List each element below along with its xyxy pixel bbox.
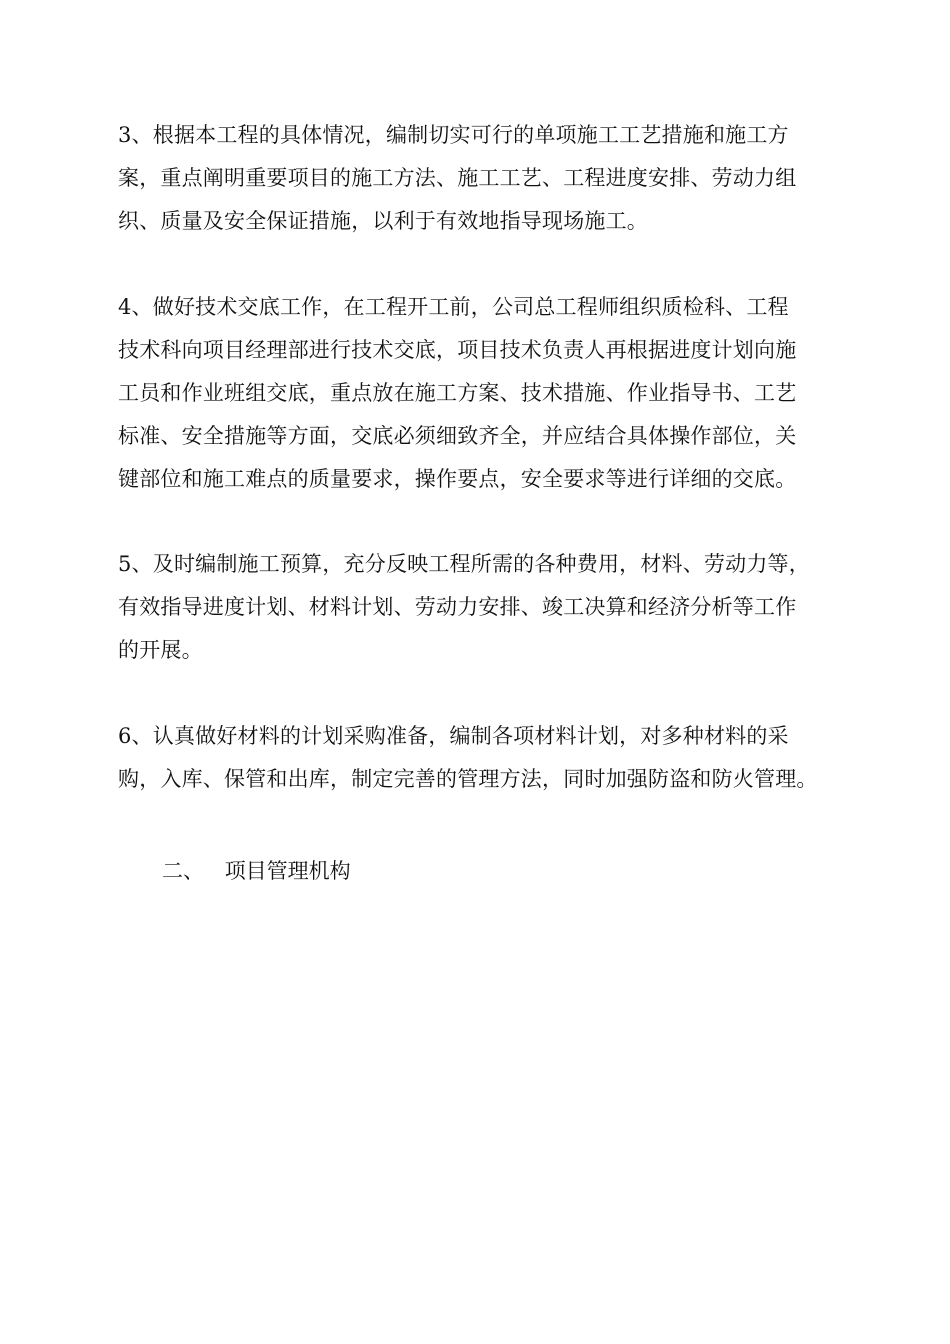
paragraph-line: 4、做好技术交底工作，在工程开工前，公司总工程师组织质检科、工程: [118, 295, 789, 319]
paragraph-5: [118, 543, 838, 672]
paragraph-line: 购，入库、保管和出库，制定完善的管理方法，同时加强防盗和防火管理。: [118, 767, 818, 791]
paragraph-line: 的开展。: [118, 638, 203, 662]
section-heading: [162, 850, 351, 893]
paragraph-4: [118, 286, 838, 501]
paragraph-line: 标准、安全措施等方面，交底必须细致齐全，并应结合具体操作部位，关: [118, 424, 797, 448]
paragraph-3: [118, 114, 838, 243]
paragraph-line: 5、及时编制施工预算，充分反映工程所需的各种费用，材料、劳动力等，: [118, 552, 810, 576]
paragraph-line: 技术科向项目经理部进行技术交底，项目技术负责人再根据进度计划向施: [118, 338, 797, 362]
paragraph-line: 3、根据本工程的具体情况，编制切实可行的单项施工工艺措施和施工方: [118, 123, 789, 147]
paragraph-line: 织、质量及安全保证措施，以利于有效地指导现场施工。: [118, 209, 648, 233]
paragraph-line: 工员和作业班组交底，重点放在施工方案、技术措施、作业指导书、工艺: [118, 381, 797, 405]
paragraph-line: 有效指导进度计划、材料计划、劳动力安排、竣工决算和经济分析等工作: [118, 595, 797, 619]
paragraph-line: 6、认真做好材料的计划采购准备，编制各项材料计划，对多种材料的采: [118, 724, 789, 748]
section-number: 二、: [162, 859, 204, 883]
paragraph-line: 案，重点阐明重要项目的施工方法、施工工艺、工程进度安排、劳动力组: [118, 166, 797, 190]
paragraph-6: [118, 715, 838, 801]
section-title: 项目管理机构: [224, 859, 351, 883]
paragraph-line: 键部位和施工难点的质量要求，操作要点，安全要求等进行详细的交底。: [118, 467, 797, 491]
